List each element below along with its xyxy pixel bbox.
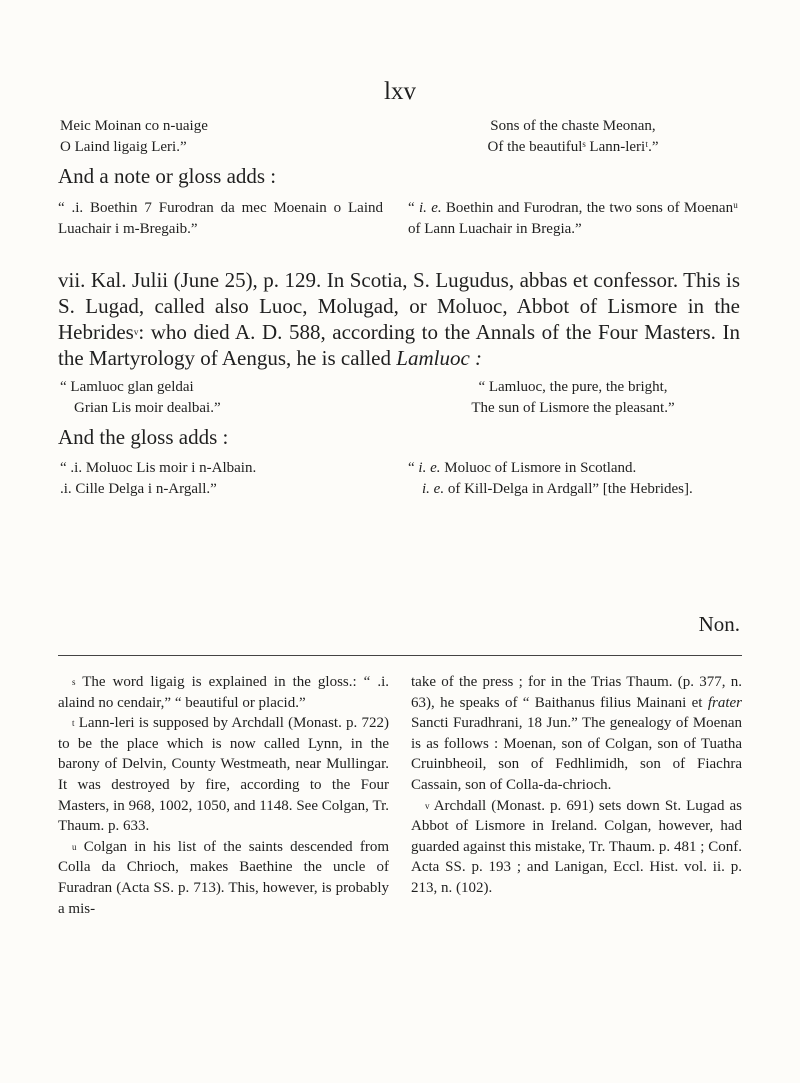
paragraph-text: : who died A. D. 588, according to the Annals of the Four Masters. In the Martyrology of Aengus, he is called [58,320,740,370]
footnote-divider [58,655,742,656]
gloss-intro: And a note or gloss adds : [58,164,277,188]
footnotes [58,672,742,919]
verse-1-english [408,116,738,158]
footnote-text: Lann-leri is supposed by Archdall (Monast. p. 722) to be the place which is now called Lynn, in the barony of Delvin, County Westmeath, near Mullingar. It was destroyed by fire, according to the Four Masters, in 968, 1002, 1050, and 1148. See Colgan, Tr. Thaum. p. 633. [58,715,389,835]
footnote-text: Sancti Furadhrani, 18 Jun.” The genealogy of Moenan is as follows : Moenan, son of Colgan, son of Tuatha Cruinbheoil, son of Fedhlimidh, son of Fiachra Cassain, son of Colla-da-chrioch. [411,715,742,793]
main-paragraph [58,267,740,371]
gloss-text: Moluoc of Lismore in Scotland. [440,460,637,476]
page-number: lxv [384,78,416,105]
footnote-text: is explained in the gloss.: “ .i. alaind no cendair,” “ beautiful or placid.” [58,674,389,711]
paragraph-italic: Lamluoc : [396,346,483,370]
paragraph-text: vii. Kal. Julii (June 25), p. 129. In Scotia, S. Lugudus, abbas et confessor. This is S. Lugad, called also Luoc, Molugad, or Moluoc, Abbot of Lismore in the Hebrides [58,268,740,344]
verse-line: Sons of the chaste Meonan, [490,118,656,134]
verse-line: “ Lamluoc glan geldai [60,379,194,395]
gloss-line [408,458,738,479]
footnote [58,837,389,919]
verse-line: Meic Moinan co n-uaige [60,118,208,134]
verse-1-irish [58,116,383,158]
gloss-line: “ .i. Moluoc Lis moir i n-Albain. [60,460,257,476]
footnote-text: Colgan in his list of the saints descended from Colla da Chrioch, makes Baethine the uncle of Furadran (Acta SS. p. 713). This, however, is probably a mis- [58,838,389,917]
gloss-abbrev: i. e. [422,481,445,497]
verse-line: O Laind ligaig Leri.” [60,139,187,155]
verse-line: The sun of Lismore the pleasant.” [471,400,675,416]
footnote-continued [411,672,742,796]
gloss-1-english [408,198,738,240]
footnote [58,672,389,713]
gloss-text: “ [408,200,419,216]
verse-1 [58,116,738,158]
gloss-2-irish [58,458,383,500]
gloss-line [408,479,738,500]
footnote [411,796,742,899]
footnote [58,713,389,837]
footnote-italic: frater [707,694,742,711]
footnote-mark: v [425,800,430,811]
gloss-abbrev: i. e. [418,200,442,216]
gloss-1 [58,198,738,240]
footnote-mark: s [72,677,76,687]
non-label: Non. [698,612,740,636]
gloss-2-english [408,458,738,500]
gloss-intro-2: And the gloss adds : [58,425,229,449]
gloss-2 [58,458,738,500]
verse-line: Grian Lis moir dealbai.” [74,400,221,416]
gloss-text: of Kill-Delga in Ardgall” [the Hebrides]. [444,481,693,497]
verse-line: Of the beautifulˢ Lann-leriᵗ.” [487,139,659,155]
verse-2-english [408,377,738,419]
gloss-text: Boethin and Furodran, the two sons of Moenanᵘ of Lann Luachair in Bregia.” [408,200,738,237]
footnote-mark: u [72,841,77,852]
gloss-abbrev: i. e. [418,460,441,476]
footnote-ref: v [133,327,139,337]
footnotes-right [411,672,742,919]
gloss-text: “ [408,460,419,476]
gloss-line: .i. Cille Delga i n-Argall.” [60,481,217,497]
footnote-irish: ligaig [150,674,185,690]
verse-2 [58,377,738,419]
footnotes-left [58,672,389,919]
footnote-text: Archdall (Monast. p. 691) sets down St. Lugad as Abbot of Lismore in Ireland. Colgan, however, had guarded against this mistake, Tr. Thaum. p. 481 ; Conf. Acta SS. p. 193 ; and Lanigan, Eccl. Hist. vol. ii. p. 213, n. (102). [411,797,742,896]
footnote-text: The word [75,674,151,690]
footnote-text: take of the press ; for in the Trias Thaum. (p. 377, n. 63), he speaks of “ Baithanus filius Mainani et [411,674,742,711]
gloss-1-irish: “ .i. Boethin 7 Furodran da mec Moenain o Laind Luachair i m-Bregaib.” [58,200,383,237]
footnote-mark: t [72,718,75,729]
verse-line: “ Lamluoc, the pure, the bright, [478,379,668,395]
verse-2-irish [58,377,383,419]
